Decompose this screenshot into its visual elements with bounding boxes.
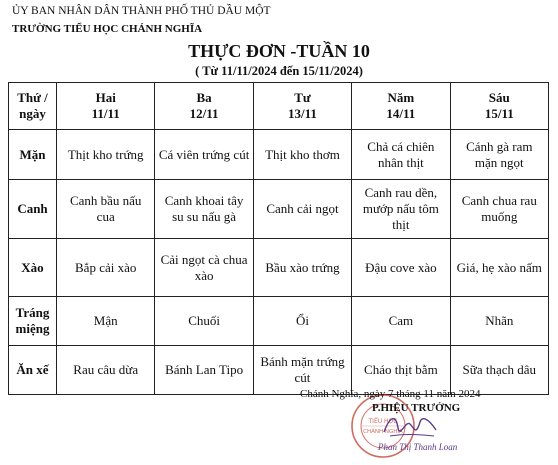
table-row-dessert xyxy=(9,297,549,346)
table-cell: Ổi xyxy=(253,297,351,346)
menu-title: THỰC ĐƠN -TUẦN 10 xyxy=(188,41,370,61)
table-cell: Canh chua rau muống xyxy=(450,180,548,239)
row-label: Xào xyxy=(9,239,57,297)
table-cell: Bầu xào trứng xyxy=(253,239,351,297)
row-label: Canh xyxy=(9,180,57,239)
signature-date-line: Chánh Nghĩa, ngày 7 tháng 11 năm 2024 xyxy=(300,388,481,400)
day-name: Năm xyxy=(387,90,415,105)
day-header-wednesday xyxy=(253,83,351,130)
day-header-thursday xyxy=(352,83,450,130)
day-name: Hai xyxy=(95,90,116,105)
issuing-authority: ỦY BAN NHÂN DÂN THÀNH PHỐ THỦ DẦU MỘT xyxy=(12,5,271,17)
table-header-row xyxy=(9,83,549,130)
day-date: 15/11 xyxy=(484,106,514,121)
table-cell: Canh khoai tây su su nấu gà xyxy=(155,180,253,239)
table-cell: Đậu cove xào xyxy=(352,239,450,297)
table-cell: Thịt kho thơm xyxy=(253,130,351,180)
svg-text:TIỂU HỌC: TIỂU HỌC xyxy=(368,418,398,425)
table-cell: Bánh Lan Tipo xyxy=(155,346,253,395)
corner-label-date: ngày xyxy=(19,106,46,121)
corner-header xyxy=(9,83,57,130)
table-cell: Nhãn xyxy=(450,297,548,346)
day-header-friday xyxy=(450,83,548,130)
table-cell: Chả cá chiên nhân thịt xyxy=(352,130,450,180)
row-label: Ăn xế xyxy=(9,346,57,395)
table-cell: Rau câu dừa xyxy=(57,346,155,395)
table-row-main-dish xyxy=(9,130,549,180)
handwritten-signature-icon xyxy=(380,410,440,442)
table-cell: Bắp cải xào xyxy=(57,239,155,297)
table-cell: Bánh mặn trứng cút xyxy=(253,346,351,395)
menu-date-range: ( Từ 11/11/2024 đến 15/11/2024) xyxy=(195,64,363,78)
table-cell: Cải ngọt cà chua xào xyxy=(155,239,253,297)
row-label: Tráng miệng xyxy=(9,297,57,346)
table-cell: Cá viên trứng cút xyxy=(155,130,253,180)
table-cell: Canh cải ngọt xyxy=(253,180,351,239)
corner-label-day: Thứ / xyxy=(17,90,48,105)
day-header-tuesday xyxy=(155,83,253,130)
day-date: 11/11 xyxy=(91,106,120,121)
signer-name: Phan Thị Thanh Loan xyxy=(378,442,458,452)
day-name: Tư xyxy=(294,90,311,105)
day-name: Sáu xyxy=(488,90,510,105)
table-cell: Chuối xyxy=(155,297,253,346)
row-label: Mặn xyxy=(9,130,57,180)
table-cell: Canh bầu nấu cua xyxy=(57,180,155,239)
school-name: TRƯỜNG TIỂU HỌC CHÁNH NGHĨA xyxy=(12,23,203,35)
table-cell: Thịt kho trứng xyxy=(57,130,155,180)
weekly-menu-table xyxy=(8,82,549,395)
table-row-stir-fry xyxy=(9,239,549,297)
day-name: Ba xyxy=(196,90,212,105)
table-cell: Canh rau dền, mướp nấu tôm thịt xyxy=(352,180,450,239)
table-cell: Cháo thịt bằm xyxy=(352,346,450,395)
table-row-soup xyxy=(9,180,549,239)
day-date: 13/11 xyxy=(288,106,317,121)
svg-text:CHÁNH NGHĨA: CHÁNH NGHĨA xyxy=(363,429,403,435)
day-date: 12/11 xyxy=(189,106,219,121)
signature-role: P.HIỆU TRƯỞNG xyxy=(372,402,461,414)
table-cell: Cánh gà ram mặn ngọt xyxy=(450,130,548,180)
table-cell: Cam xyxy=(352,297,450,346)
day-header-monday xyxy=(57,83,155,130)
table-cell: Sữa thạch dâu xyxy=(450,346,548,395)
day-date: 14/11 xyxy=(386,106,416,121)
table-cell: Mận xyxy=(57,297,155,346)
table-cell: Giá, hẹ xào nấm xyxy=(450,239,548,297)
